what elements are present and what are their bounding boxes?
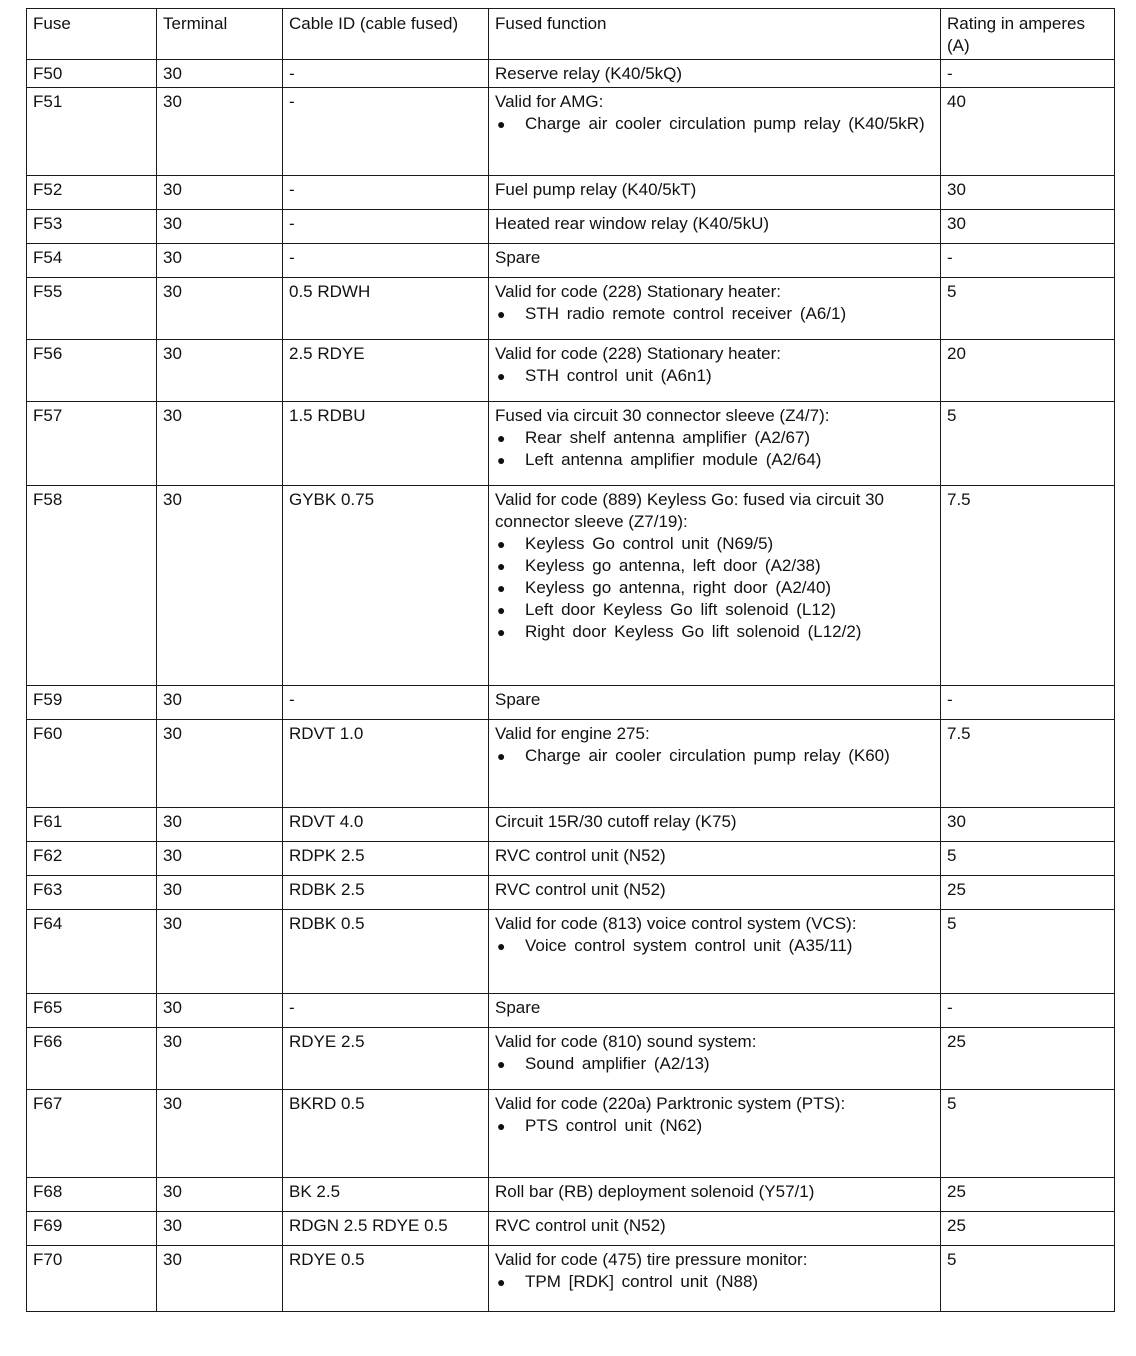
- terminal-cell: 30: [157, 1178, 283, 1212]
- header-row: [27, 9, 1115, 60]
- rating-cell: 40: [941, 88, 1115, 176]
- function-bullet-item: ● Rear shelf antenna amplifier (A2/67): [495, 427, 934, 449]
- cable-id-cell: GYBK 0.75: [283, 486, 489, 686]
- function-bullet-item: ● STH control unit (A6n1): [495, 365, 934, 387]
- table-row: [27, 340, 1115, 402]
- table-row: [27, 910, 1115, 994]
- cable-id-cell: 2.5 RDYE: [283, 340, 489, 402]
- function-bullet-list: [495, 303, 934, 325]
- table-row: [27, 720, 1115, 808]
- table-row: [27, 842, 1115, 876]
- fused-function-cell: [489, 686, 941, 720]
- fused-function-cell: [489, 1178, 941, 1212]
- fused-function-cell: [489, 244, 941, 278]
- fuse-cell: F70: [27, 1246, 157, 1312]
- header-cable-id: Cable ID (cable fused): [283, 9, 489, 60]
- fused-function-cell: [489, 278, 941, 340]
- function-text: Valid for code (228) Stationary heater:: [495, 282, 782, 301]
- table-row: [27, 1090, 1115, 1178]
- cable-id-cell: -: [283, 686, 489, 720]
- fused-function-cell: [489, 88, 941, 176]
- terminal-cell: 30: [157, 1246, 283, 1312]
- terminal-cell: 30: [157, 244, 283, 278]
- function-bullet-item: ● Charge air cooler circulation pump relay (K60): [495, 745, 934, 767]
- fuse-cell: F66: [27, 1028, 157, 1090]
- function-text: RVC control unit (N52): [495, 880, 666, 899]
- fuse-cell: F54: [27, 244, 157, 278]
- cable-id-cell: RDBK 2.5: [283, 876, 489, 910]
- terminal-cell: 30: [157, 176, 283, 210]
- table-row: [27, 402, 1115, 486]
- fused-function-cell: [489, 842, 941, 876]
- fuse-cell: F67: [27, 1090, 157, 1178]
- function-bullet-item: ● Keyless go antenna, left door (A2/38): [495, 555, 934, 577]
- cable-id-cell: RDVT 1.0: [283, 720, 489, 808]
- terminal-cell: 30: [157, 1028, 283, 1090]
- fuse-cell: F52: [27, 176, 157, 210]
- cable-id-cell: -: [283, 60, 489, 88]
- fuse-cell: F50: [27, 60, 157, 88]
- table-row: [27, 210, 1115, 244]
- terminal-cell: 30: [157, 876, 283, 910]
- function-bullet-item: ● STH radio remote control receiver (A6/1): [495, 303, 934, 325]
- cable-id-cell: 0.5 RDWH: [283, 278, 489, 340]
- function-text: RVC control unit (N52): [495, 846, 666, 865]
- terminal-cell: 30: [157, 486, 283, 686]
- function-bullet-list: [495, 1115, 934, 1137]
- table-row: [27, 1212, 1115, 1246]
- fuse-cell: F64: [27, 910, 157, 994]
- fused-function-cell: [489, 720, 941, 808]
- fused-function-cell: [489, 60, 941, 88]
- function-text: Reserve relay (K40/5kQ): [495, 64, 683, 83]
- fuse-cell: F65: [27, 994, 157, 1028]
- function-bullet-item: ● Left door Keyless Go lift solenoid (L12): [495, 599, 934, 621]
- fuse-cell: F60: [27, 720, 157, 808]
- cable-id-cell: -: [283, 244, 489, 278]
- table-row: [27, 278, 1115, 340]
- fused-function-cell: [489, 340, 941, 402]
- cable-id-cell: RDGN 2.5 RDYE 0.5: [283, 1212, 489, 1246]
- fused-function-cell: [489, 1090, 941, 1178]
- fused-function-cell: [489, 1246, 941, 1312]
- function-bullet-item: ● Keyless go antenna, right door (A2/40): [495, 577, 934, 599]
- terminal-cell: 30: [157, 402, 283, 486]
- fuse-cell: F61: [27, 808, 157, 842]
- function-text: Valid for code (475) tire pressure monitor:: [495, 1250, 808, 1269]
- table-row: [27, 876, 1115, 910]
- function-text: Valid for code (220a) Parktronic system (PTS):: [495, 1094, 846, 1113]
- cable-id-cell: -: [283, 176, 489, 210]
- function-bullet-list: [495, 533, 934, 643]
- fuse-cell: F62: [27, 842, 157, 876]
- function-bullet-item: ● PTS control unit (N62): [495, 1115, 934, 1137]
- table-row: [27, 808, 1115, 842]
- fused-function-cell: [489, 486, 941, 686]
- function-text: Valid for engine 275:: [495, 724, 650, 743]
- terminal-cell: 30: [157, 994, 283, 1028]
- function-text: RVC control unit (N52): [495, 1216, 666, 1235]
- cable-id-cell: -: [283, 994, 489, 1028]
- function-bullet-item: ● Right door Keyless Go lift solenoid (L12/2): [495, 621, 934, 643]
- rating-cell: 25: [941, 876, 1115, 910]
- function-bullet-list: [495, 1053, 934, 1075]
- terminal-cell: 30: [157, 1090, 283, 1178]
- fuse-table: [26, 8, 1115, 1312]
- rating-cell: 25: [941, 1178, 1115, 1212]
- rating-cell: 25: [941, 1028, 1115, 1090]
- function-bullet-item: ● Charge air cooler circulation pump relay (K40/5kR): [495, 113, 934, 135]
- fuse-cell: F55: [27, 278, 157, 340]
- table-row: [27, 88, 1115, 176]
- table-row: [27, 176, 1115, 210]
- terminal-cell: 30: [157, 340, 283, 402]
- function-text: Roll bar (RB) deployment solenoid (Y57/1): [495, 1182, 815, 1201]
- header-rating: Rating in amperes (A): [941, 9, 1115, 60]
- function-text: Fuel pump relay (K40/5kT): [495, 180, 697, 199]
- rating-cell: 7.5: [941, 486, 1115, 686]
- cable-id-cell: -: [283, 88, 489, 176]
- rating-cell: 5: [941, 402, 1115, 486]
- function-bullet-item: ● Voice control system control unit (A35/11): [495, 935, 934, 957]
- fuse-cell: F51: [27, 88, 157, 176]
- rating-cell: 5: [941, 1090, 1115, 1178]
- fused-function-cell: [489, 808, 941, 842]
- function-bullet-list: [495, 1271, 934, 1293]
- function-bullet-item: ● Left antenna amplifier module (A2/64): [495, 449, 934, 471]
- terminal-cell: 30: [157, 88, 283, 176]
- terminal-cell: 30: [157, 60, 283, 88]
- terminal-cell: 30: [157, 1212, 283, 1246]
- function-text: Heated rear window relay (K40/5kU): [495, 214, 770, 233]
- fuse-cell: F68: [27, 1178, 157, 1212]
- table-row: [27, 244, 1115, 278]
- terminal-cell: 30: [157, 720, 283, 808]
- function-text: Valid for code (889) Keyless Go: fused via circuit 30 connector sleeve (Z7/19):: [495, 490, 884, 531]
- table-row: [27, 1246, 1115, 1312]
- function-bullet-list: [495, 365, 934, 387]
- cable-id-cell: BKRD 0.5: [283, 1090, 489, 1178]
- rating-cell: -: [941, 994, 1115, 1028]
- rating-cell: 5: [941, 842, 1115, 876]
- cable-id-cell: BK 2.5: [283, 1178, 489, 1212]
- fuse-cell: F53: [27, 210, 157, 244]
- header-fuse: Fuse: [27, 9, 157, 60]
- table-row: [27, 1178, 1115, 1212]
- function-bullet-item: ● TPM [RDK] control unit (N88): [495, 1271, 934, 1293]
- function-bullet-list: [495, 113, 934, 135]
- function-bullet-item: ● Keyless Go control unit (N69/5): [495, 533, 934, 555]
- fused-function-cell: [489, 910, 941, 994]
- rating-cell: 5: [941, 910, 1115, 994]
- cable-id-cell: RDPK 2.5: [283, 842, 489, 876]
- cable-id-cell: -: [283, 210, 489, 244]
- fused-function-cell: [489, 402, 941, 486]
- function-text: Valid for code (813) voice control system (VCS):: [495, 914, 857, 933]
- terminal-cell: 30: [157, 686, 283, 720]
- function-text: Valid for AMG:: [495, 92, 604, 111]
- fused-function-cell: [489, 994, 941, 1028]
- header-terminal: Terminal: [157, 9, 283, 60]
- rating-cell: 5: [941, 1246, 1115, 1312]
- function-text: Circuit 15R/30 cutoff relay (K75): [495, 812, 737, 831]
- rating-cell: 7.5: [941, 720, 1115, 808]
- terminal-cell: 30: [157, 842, 283, 876]
- fuse-body: [27, 60, 1115, 1312]
- rating-cell: 30: [941, 176, 1115, 210]
- function-text: Valid for code (228) Stationary heater:: [495, 344, 782, 363]
- terminal-cell: 30: [157, 808, 283, 842]
- fuse-cell: F57: [27, 402, 157, 486]
- table-row: [27, 994, 1115, 1028]
- function-text: Spare: [495, 998, 541, 1017]
- function-text: Spare: [495, 690, 541, 709]
- cable-id-cell: 1.5 RDBU: [283, 402, 489, 486]
- fused-function-cell: [489, 1028, 941, 1090]
- fused-function-cell: [489, 176, 941, 210]
- terminal-cell: 30: [157, 278, 283, 340]
- rating-cell: 30: [941, 210, 1115, 244]
- terminal-cell: 30: [157, 910, 283, 994]
- rating-cell: -: [941, 60, 1115, 88]
- fuse-cell: F58: [27, 486, 157, 686]
- header-fused-function: Fused function: [489, 9, 941, 60]
- cable-id-cell: RDYE 2.5: [283, 1028, 489, 1090]
- fuse-cell: F69: [27, 1212, 157, 1246]
- function-bullet-list: [495, 935, 934, 957]
- fused-function-cell: [489, 876, 941, 910]
- table-row: [27, 60, 1115, 88]
- function-text: Spare: [495, 248, 541, 267]
- cable-id-cell: RDVT 4.0: [283, 808, 489, 842]
- function-text: Fused via circuit 30 connector sleeve (Z4/7):: [495, 406, 830, 425]
- fuse-cell: F63: [27, 876, 157, 910]
- terminal-cell: 30: [157, 210, 283, 244]
- table-row: [27, 686, 1115, 720]
- fuse-cell: F56: [27, 340, 157, 402]
- fuse-cell: F59: [27, 686, 157, 720]
- table-row: [27, 486, 1115, 686]
- rating-cell: 30: [941, 808, 1115, 842]
- rating-cell: 25: [941, 1212, 1115, 1246]
- function-bullet-list: [495, 427, 934, 471]
- cable-id-cell: RDYE 0.5: [283, 1246, 489, 1312]
- fused-function-cell: [489, 1212, 941, 1246]
- function-text: Valid for code (810) sound system:: [495, 1032, 757, 1051]
- function-bullet-item: ● Sound amplifier (A2/13): [495, 1053, 934, 1075]
- rating-cell: 20: [941, 340, 1115, 402]
- function-bullet-list: [495, 745, 934, 767]
- rating-cell: 5: [941, 278, 1115, 340]
- table-row: [27, 1028, 1115, 1090]
- fused-function-cell: [489, 210, 941, 244]
- cable-id-cell: RDBK 0.5: [283, 910, 489, 994]
- rating-cell: -: [941, 244, 1115, 278]
- rating-cell: -: [941, 686, 1115, 720]
